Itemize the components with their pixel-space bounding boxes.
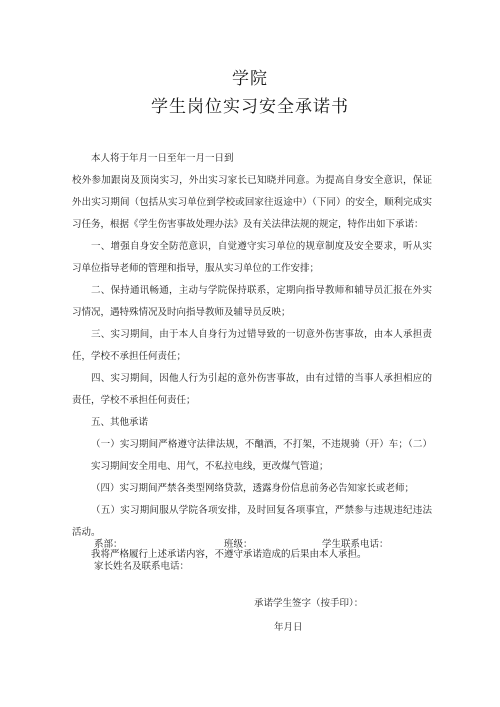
closing-statement: 我将严格履行上述承诺内容，不遵守承诺造成的后果由本人承担。: [91, 549, 367, 560]
signature-label[interactable]: 承诺学生签字（按手印）：: [254, 598, 364, 609]
info-fields: [94, 534, 414, 578]
document-title-institution: 学院: [232, 69, 268, 89]
sub-item-1-2: （一）实习期间严格遵守法律法规，不酗酒，不打架，不违规骑（开）车；（二）实习期间安全用电、用气，不私拉电线，更改煤气管道；: [91, 439, 432, 472]
info-row-2: [94, 556, 414, 578]
commitment-item-3: 三、实习期间，由于本人自身行为过错导致的一切意外伤害事故，由本人承担责任，学校不承担任何责任；: [72, 329, 432, 362]
document-title: 学生岗位实习安全承诺书: [151, 97, 349, 117]
intro-paragraph: 校外参加跟岗及顶岗实习，外出实习家长已知晓并同意。为提高自身安全意识，保证外出实习期间（包括从实习单位到学校或回家往返途中）（下同）的安全，顺利完成实习任务，根据《学生伤害事故处理办法》及有关法律法规的规定，特作出如下承诺：: [72, 175, 432, 230]
commitment-item-2: 二、保持通讯畅通，主动与学院保持联系，定期向指导教师和辅导员汇报在外实习情况，遇特殊情况及时向指导教师及辅导员反映；: [72, 285, 432, 318]
document-body: [72, 148, 432, 566]
sub-item-4: （四）实习期间严禁各类型网络贷款，透露身份信息前务必告知家长或老师；: [91, 483, 415, 494]
signature-block: [254, 592, 363, 640]
signature-date[interactable]: 年月日: [274, 622, 303, 633]
info-row-1: [94, 534, 414, 556]
parent-contact-field[interactable]: 家长姓名及联系电话：: [94, 561, 190, 572]
commitment-item-4: 四、实习期间，因他人行为引起的意外伤害事故，由有过错的当事人承担相应的责任，学校不承担任何责任；: [72, 373, 432, 406]
department-field[interactable]: 系部：: [94, 539, 123, 550]
commitment-item-5: 五、其他承诺: [91, 417, 149, 428]
sub-item-5: （五）实习期间服从学院各项安排，及时回复各项事宜，严禁参与违规违纪违法活动。: [72, 505, 432, 538]
intro-date-line: 本人将于年月一日至年一月一日到: [91, 153, 234, 164]
class-field[interactable]: 班级：: [224, 539, 253, 550]
student-phone-field[interactable]: 学生联系电话：: [322, 539, 389, 550]
commitment-item-1: 一、增强自身安全防范意识，自觉遵守实习单位的规章制度及安全要求，听从实习单位指导老师的管理和指导，服从实习单位的工作安排；: [72, 241, 432, 274]
